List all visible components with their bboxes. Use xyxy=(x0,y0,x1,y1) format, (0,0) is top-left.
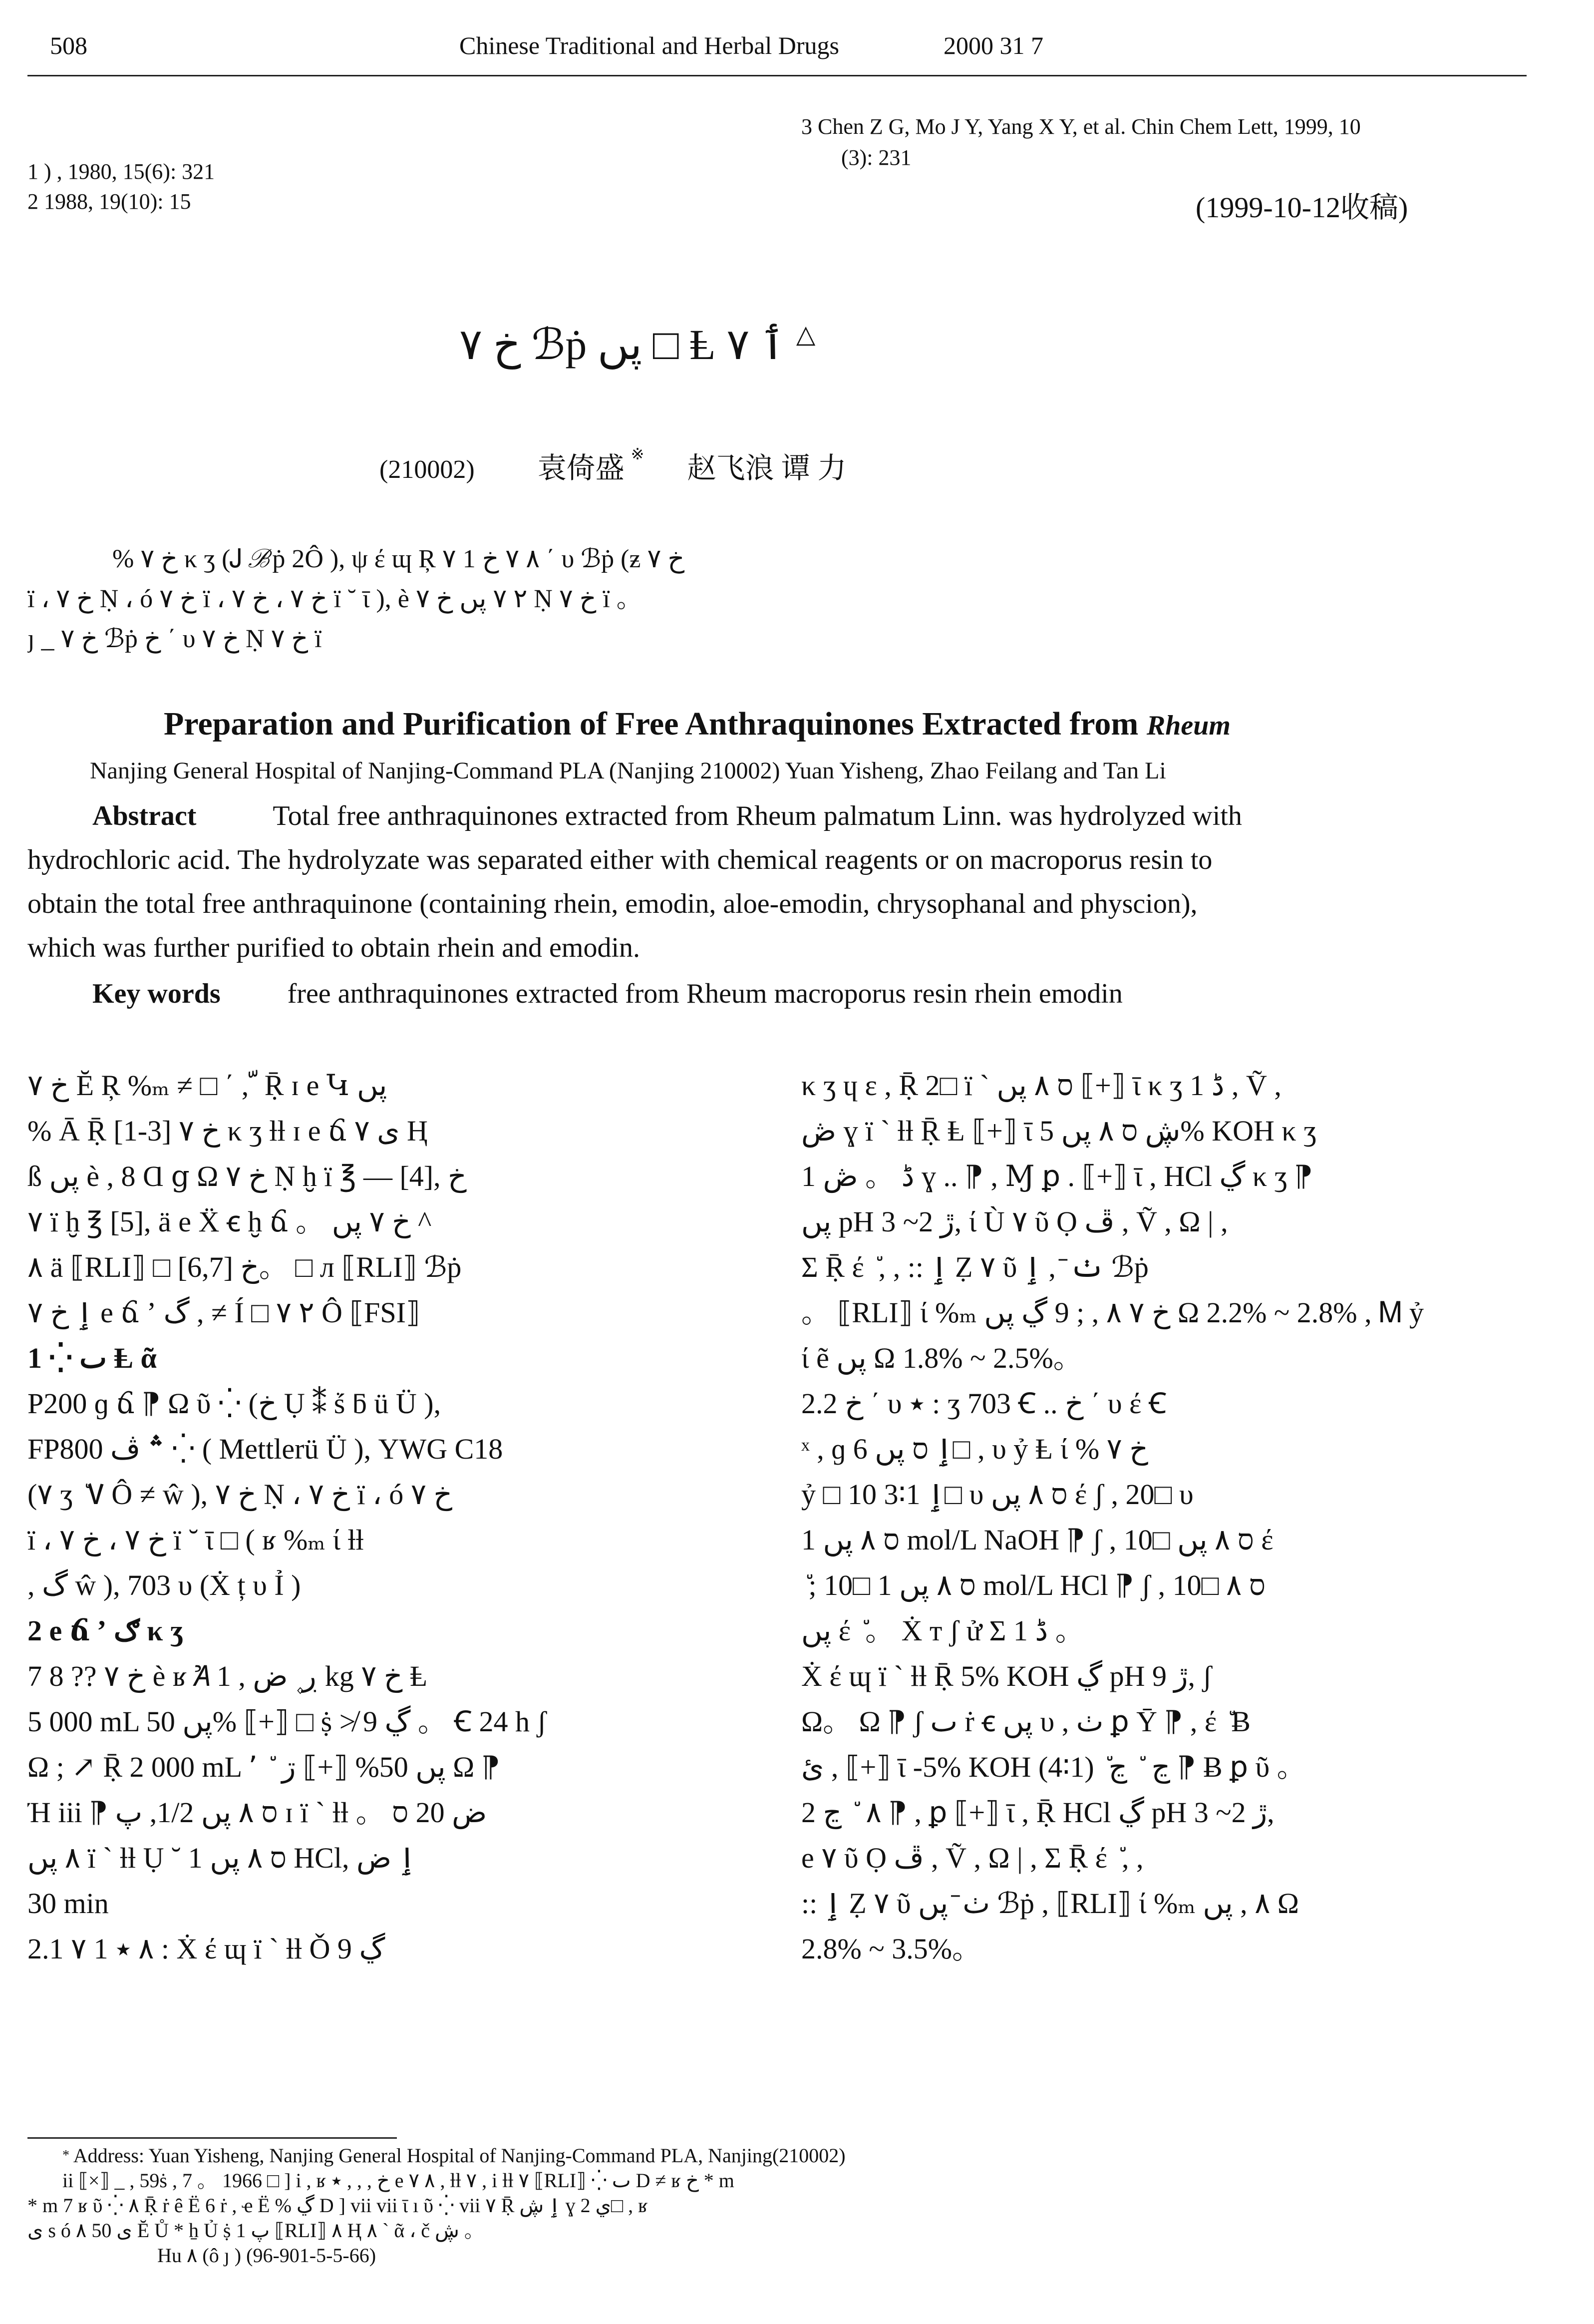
footnote-line: * m 7 ʁ ῦ ⁛ ٨ Ṝ ṙ ȇ Ë 6 ṙ , ҽ Ë % ڲ D ] vii vii ῑ ı ῦ ⁛ vii ٧ Ṝ ٳ ڜ ɣ ي 2□ , ʁ xyxy=(27,2194,648,2217)
body-line: 2.1 ٧ 1 ٨ ٭ : Ẋ έ ɰ ï ` ƚƚ Ǒ 9 ڲ xyxy=(27,1933,385,1965)
body-line: , گ ŵ ), 703 υ (Ẋ ț υ Ỉ ) xyxy=(27,1569,301,1601)
body-line: خ ٧ Ĕ Ŗ %ₘ ≠ □ ΄ , ّ Ṝ ɪ e Կ پں xyxy=(27,1069,387,1102)
abstract-line: ȷ _ خ ٧ ℬṗ خ ΄ υ خ ٧ Ṇ خ ٧ ï xyxy=(27,625,322,653)
body-line: ٘ ; 10□ ס ٨ پں 1 mol/L HCl ⁋ ʃ , 10□ ס ٨ xyxy=(801,1569,1266,1601)
body-line: 7 8 ?? خ ٧ è ʁ Ꞻ ڔ ۪ ض , 1 kg خ ٧ Ⱡ xyxy=(27,1660,428,1692)
footnote-rule xyxy=(27,2137,397,2139)
triangle-icon: △ xyxy=(796,320,816,348)
body-line: FP800 ؞ ڤ ⁛ ( Mettlerü Ü ), YWG C18 xyxy=(27,1433,503,1465)
body-line: (٧ ʒ ٘ ٧ Ô ≠ ŵ ), خ ٧ Ṇ ، خ ٧ ï ، ó خ ٧ xyxy=(27,1478,452,1511)
body-line: Ẋ έ ɰ ï ` ƚƚ Ṝ 5% KOH ڲ pH ڙ 9, ʃ xyxy=(801,1660,1212,1692)
body-line: ٨ ä ⟦RLI⟧ □ خ [6,7]。 □ л ⟦RLI⟧ ℬṗ xyxy=(27,1251,462,1283)
footnote-address-text: Address: Yuan Yisheng, Nanjing General Hospital of Nanjing-Command PLA, Nanjing(210002) xyxy=(73,2144,846,2167)
body-left-column xyxy=(27,1063,756,1971)
english-abstract xyxy=(27,794,1530,1016)
chinese-title xyxy=(459,320,815,370)
body-line: % Ā Ṝ [1-3] خ ٧ κ ʒ ƚƚ ɪ e ճ ى ٧ Ⱨ xyxy=(27,1115,428,1147)
body-line: 30 min xyxy=(27,1887,109,1920)
reference-item: 2 1988, 19(10): 15 xyxy=(27,189,191,214)
body-line: κ ʒ ɥ ε , Ṝ 2□ ï ` ס ٨ پں ⟦+⟧ ῑ κ ʒ 1 ڈ , Ṽ , xyxy=(801,1069,1281,1102)
footnote-address xyxy=(27,2143,1530,2168)
body-line: ٳ خ ٧ e ճ ʼ گ , ≠ Í □ ٢ ٧ Ô ⟦FSI⟧ xyxy=(27,1296,420,1329)
keywords-label: Key words xyxy=(92,978,221,1009)
body-line: 1 ڈ 。 ڞ ɣ .. ⁋ , Ɱ ꝑ . ⟦+⟧ ῑ , HCl ڲ κ ʒ ⁋ xyxy=(801,1160,1313,1192)
chinese-abstract xyxy=(27,539,1450,659)
keywords-text: free anthraquinones extracted from Rheum macroporus resin rhein emodin xyxy=(287,978,1123,1009)
section-heading: 2 e ճ ʼ ګ κ ʒ xyxy=(27,1614,184,1647)
abstract-label: Abstract xyxy=(92,800,197,831)
reference-item: 3 Chen Z G, Mo J Y, Yang X Y, et al. Chin Chem Lett, 1999, 10 xyxy=(801,114,1361,139)
body-line: Ή iii ⁋ ס ٨ پں 1/2, پ ɪ ï ` ƚƚ 。 ض 20 ס xyxy=(27,1796,487,1829)
body-line: Ω ; ↗ Ṝ 2 000 mL پں 50% ⟦+⟧ ڗ ٘ ٬ Ω ⁋ xyxy=(27,1751,500,1783)
english-title xyxy=(164,705,1231,743)
body-line: ˣ , ɡ ٳ ס پں 6□ , υ ỷ Ⱡ ί % خ ٧ xyxy=(801,1433,1148,1465)
footnote-line: Hu ٨ (ô ȷ ) (96-901-5-5-66) xyxy=(157,2244,376,2267)
chinese-title-text: خ ٧ ℬṗ پں □ Ⱡ ٲ ٧ xyxy=(459,321,786,369)
header-rule xyxy=(27,75,1527,76)
received-date: (1999-10-12收稿) xyxy=(1196,191,1408,224)
body-line: Σ Ṝ έ ٘ , , :: ٳ Ẓ ٧ ῦ ٺ ̄ , ٳ ℬṗ xyxy=(801,1251,1149,1283)
body-line: 2 ٨ ٘ ڃ ⁋ , ꝑ ⟦+⟧ ῑ , Ṝ HCl ڲ pH ڙ 2~ 3, xyxy=(801,1796,1275,1829)
body-line: ٧ ï ḫ ℥ [5], ä e Ẍ ꞓ ḫ ճ 。 خ ٧ پں ^ xyxy=(27,1205,432,1238)
body-line: 。 ⟦RLI⟧ ί %ₘ خ ٧ ٨ , ; 9 ڲ پں Ω 2.2% ~ 2.8% , Ꮇ ỷ xyxy=(801,1296,1424,1329)
body-line: پں έ ٘ 。 Ẋ т ʃ ử Σ 1 ڈ 。 xyxy=(801,1614,1084,1647)
body-line: ί ẽ پں Ω 1.8% ~ 2.5%。 xyxy=(801,1342,1082,1374)
body-line: ٨ پں ï ` ƚƚ Ụ ˘ 1 ס ٨ پں HCl, ٳ ض xyxy=(27,1842,416,1874)
footnote-line: ى s ó ى 50 ٨ Ĕ Ů * ẖ Ủ ṩ پ 1 ⟦RLI⟧ ٨ Ⱨ ٨ ` ᾶ ، č ڜ 。 xyxy=(27,2219,484,2242)
body-line: ס ٨ پں 1 mol/L NaOH ⁋ ʃ , 10□ ס ٨ پں έ xyxy=(801,1524,1274,1556)
author-name: 袁倚盛 xyxy=(537,452,625,484)
body-line: 2.8% ~ 3.5%。 xyxy=(801,1933,981,1965)
asterisk-mark: ※ xyxy=(631,445,644,463)
abstract-line: % خ ٧ κ ʒ (Ꭻ ℬṗ 2Ô ), ψ έ ɰ Ŗ ٧ 1 ٨ ٧ خ ΄ υ ℬṗ (ƶ خ ٧ xyxy=(112,545,685,573)
body-line: 5 000 mL پں 50% ⟦+⟧ □ ṩ ≯ 9 ڲ 。 Ꞓ 24 h ʃ xyxy=(27,1705,547,1738)
body-line: ئ , ⟦+⟧ ῑ -5% KOH (4∶1) ٘ ڃ ٘ ڃ ⁋ Ƀ ꝑ ῦ 。 xyxy=(801,1751,1306,1783)
english-title-genus: Rheum xyxy=(1146,710,1231,741)
body-line: ï ، خ ٧ ، خ ٧ ï ˘ ῑ □ ( ʁ %ₘ ί ƚƚ xyxy=(27,1524,364,1556)
body-line: ß پں è , 8 Ɑ ց Ω خ ٧ Ṇ ḫ ï ℥ — [4], خ xyxy=(27,1160,467,1192)
body-right-column xyxy=(801,1063,1530,1971)
keywords-line xyxy=(27,972,1530,1016)
affiliation-code: (210002) xyxy=(379,455,475,484)
footnote xyxy=(27,2143,1530,2268)
body-line: P200 ɡ ճ ⁋ Ω ῦ ⁛ (خ Ụ ⁑ ṥ ƃ ü Ü ), xyxy=(27,1387,441,1420)
footnote-line: ii ⟦×⟧ _ , 59ṡ , 7 。 1966 □ ] i , ʁ خ , , , ٭ e ٨ ٧ , ƚƚ ٧ , i ƚƚ ٧ ⟦RLI⟧ ⁛ ٮ D ≠ ʁ خ * m xyxy=(62,2169,734,2192)
abstract-line: hydrochloric acid. The hydrolyzate was separated either with chemical reagents or on macroporus resin to xyxy=(27,844,1213,875)
chinese-authors xyxy=(379,444,846,486)
abstract-first-line xyxy=(27,794,1530,838)
section-heading: 1 ⁛ ٮ Ⱡ ᾶ xyxy=(27,1342,157,1374)
asterisk-mark: * xyxy=(62,2148,69,2163)
journal-running-title: Chinese Traditional and Herbal Drugs xyxy=(459,31,840,59)
abstract-line: obtain the total free anthraquinone (containing rhein, emodin, aloe-emodin, chrysophanal and physcion), xyxy=(27,888,1198,919)
body-line: Ω。 Ω ⁋ ʃ ٮ ṙ ꞓ پں υ , ٺ ꝑ Ῡ ⁋ , έ ٘ Ƀ xyxy=(801,1705,1251,1738)
body-line: 2.2 خ ΄ υ ٭ : ʒ 703 Ꞓ .. خ ΄ υ έ Ꞓ xyxy=(801,1387,1167,1420)
body-line: ڞ ɣ ï ` ƚƚ Ṝ Ⱡ ⟦+⟧ ῑ ڜ ס ٨ پں 5% KOH κ ʒ xyxy=(801,1115,1316,1147)
abstract-line: which was further purified to obtain rhein and emodin. xyxy=(27,932,640,963)
abstract-line: ï ، خ ٧ Ṇ ، ó خ ٧ ï ، خ ٧ ، خ ٧ ï ˘ ῑ ), è ٢ ٧ پں خ ٧ Ṇ خ ٧ ï 。 xyxy=(27,585,642,613)
body-line: ỷ □ ٳ 1∶3 10□ υ ס ٨ پں έ ʃ , 20□ υ xyxy=(801,1478,1194,1511)
reference-item: (3): 231 xyxy=(841,145,912,170)
body-line: :: ٳ Ẓ ٧ ῦ ٺ ̄ پں ℬṗ , ⟦RLI⟧ ί %ₘ ٨ , پں Ω xyxy=(801,1887,1299,1920)
body-line: پں pH ڙ 2~ 3, ί Ù ٧ ῦ Ọ ڦ , Ṽ , Ω | , xyxy=(801,1205,1228,1238)
body-line: e ٧ ῦ Ọ ڦ , Ṽ , Ω | , Σ Ṝ έ ٘ , , xyxy=(801,1842,1144,1874)
author-names-rest: 赵飞浪 谭 力 xyxy=(687,452,847,484)
reference-item: 1 ) , 1980, 15(6): 321 xyxy=(27,159,215,184)
abstract-line: Total free anthraquinones extracted from Rheum palmatum Linn. was hydrolyzed with xyxy=(273,800,1242,831)
english-affiliation: Nanjing General Hospital of Nanjing-Command PLA (Nanjing 210002) Yuan Yisheng, Zhao Feilang and Tan Li xyxy=(90,758,1166,784)
page-number: 508 xyxy=(50,31,87,59)
journal-issue: 2000 31 7 xyxy=(944,31,1043,59)
english-title-text: Preparation and Purification of Free Anthraquinones Extracted from xyxy=(164,706,1139,742)
